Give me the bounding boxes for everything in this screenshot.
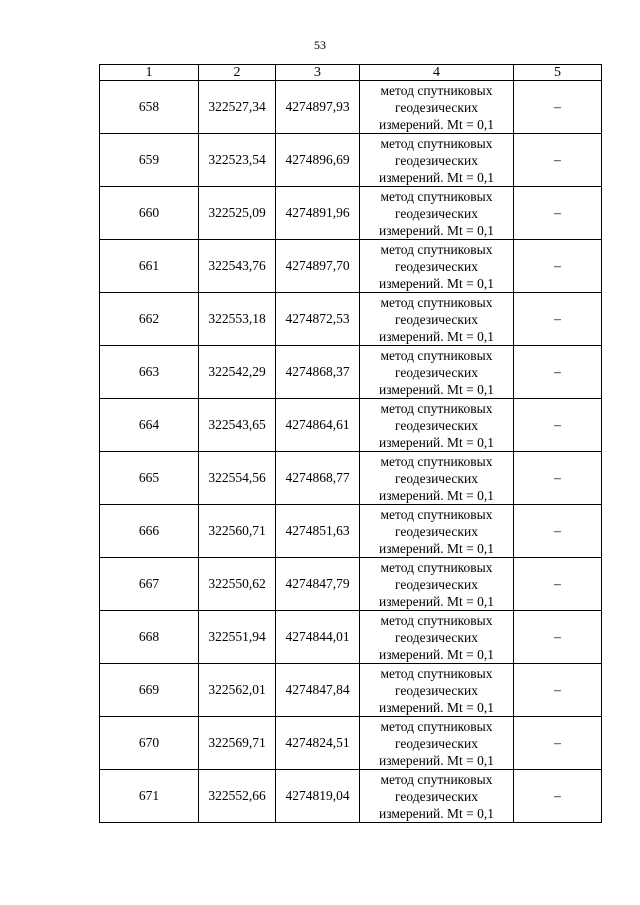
dash-cell: – xyxy=(514,505,602,558)
method-text-line: метод спутниковых xyxy=(380,453,493,469)
x-coordinate-cell: 322552,66 xyxy=(199,770,276,823)
dash-cell: – xyxy=(514,611,602,664)
table-row xyxy=(100,240,602,293)
table-row xyxy=(100,505,602,558)
method-text-line: геодезических xyxy=(395,99,478,115)
column-header-2: 2 xyxy=(199,65,276,81)
table-row xyxy=(100,770,602,823)
column-header-3: 3 xyxy=(276,65,360,81)
dash-cell: – xyxy=(514,558,602,611)
y-coordinate-cell: 4274891,96 xyxy=(276,187,360,240)
x-coordinate-cell: 322551,94 xyxy=(199,611,276,664)
method-cell xyxy=(360,452,514,505)
method-text-line: метод спутниковых xyxy=(380,135,493,151)
header-row xyxy=(100,65,602,81)
method-text-line: измерений. Mt = 0,1 xyxy=(378,222,495,238)
table-row xyxy=(100,611,602,664)
method-text-line: измерений. Mt = 0,1 xyxy=(378,699,495,715)
method-cell xyxy=(360,717,514,770)
table-row xyxy=(100,717,602,770)
point-number-cell: 668 xyxy=(100,611,199,664)
method-text-line: метод спутниковых xyxy=(380,294,493,310)
x-coordinate-cell: 322543,65 xyxy=(199,399,276,452)
method-text-line: геодезических xyxy=(395,205,478,221)
y-coordinate-cell: 4274844,01 xyxy=(276,611,360,664)
x-coordinate-cell: 322542,29 xyxy=(199,346,276,399)
point-number-cell: 669 xyxy=(100,664,199,717)
dash-cell: – xyxy=(514,664,602,717)
method-text-line: измерений. Mt = 0,1 xyxy=(378,328,495,344)
y-coordinate-cell: 4274847,79 xyxy=(276,558,360,611)
point-number-cell: 670 xyxy=(100,717,199,770)
x-coordinate-cell: 322554,56 xyxy=(199,452,276,505)
dash-cell: – xyxy=(514,187,602,240)
method-cell xyxy=(360,558,514,611)
method-text-line: метод спутниковых xyxy=(380,188,493,204)
dash-cell: – xyxy=(514,134,602,187)
y-coordinate-cell: 4274897,70 xyxy=(276,240,360,293)
y-coordinate-cell: 4274851,63 xyxy=(276,505,360,558)
method-text-line: геодезических xyxy=(395,523,478,539)
method-cell xyxy=(360,134,514,187)
point-number-cell: 661 xyxy=(100,240,199,293)
table-row xyxy=(100,664,602,717)
method-cell xyxy=(360,611,514,664)
method-text-line: геодезических xyxy=(395,576,478,592)
dash-cell: – xyxy=(514,717,602,770)
method-text-line: измерений. Mt = 0,1 xyxy=(378,540,495,556)
dash-cell: – xyxy=(514,240,602,293)
method-text-line: измерений. Mt = 0,1 xyxy=(378,646,495,662)
method-cell xyxy=(360,770,514,823)
x-coordinate-cell: 322569,71 xyxy=(199,717,276,770)
point-number-cell: 660 xyxy=(100,187,199,240)
method-text-line: метод спутниковых xyxy=(380,347,493,363)
point-number-cell: 662 xyxy=(100,293,199,346)
x-coordinate-cell: 322543,76 xyxy=(199,240,276,293)
point-number-cell: 658 xyxy=(100,81,199,134)
method-text-line: метод спутниковых xyxy=(380,559,493,575)
method-text-line: геодезических xyxy=(395,152,478,168)
method-text-line: измерений. Mt = 0,1 xyxy=(378,169,495,185)
x-coordinate-cell: 322523,54 xyxy=(199,134,276,187)
table-row xyxy=(100,399,602,452)
y-coordinate-cell: 4274864,61 xyxy=(276,399,360,452)
method-text-line: метод спутниковых xyxy=(380,612,493,628)
method-cell xyxy=(360,505,514,558)
table-row xyxy=(100,134,602,187)
method-text-line: геодезических xyxy=(395,311,478,327)
y-coordinate-cell: 4274897,93 xyxy=(276,81,360,134)
dash-cell: – xyxy=(514,770,602,823)
column-header-1: 1 xyxy=(100,65,199,81)
y-coordinate-cell: 4274868,37 xyxy=(276,346,360,399)
method-text-line: геодезических xyxy=(395,788,478,804)
x-coordinate-cell: 322527,34 xyxy=(199,81,276,134)
method-cell xyxy=(360,664,514,717)
point-number-cell: 667 xyxy=(100,558,199,611)
method-text-line: измерений. Mt = 0,1 xyxy=(378,805,495,821)
table-row xyxy=(100,452,602,505)
y-coordinate-cell: 4274896,69 xyxy=(276,134,360,187)
method-text-line: метод спутниковых xyxy=(380,506,493,522)
method-cell xyxy=(360,293,514,346)
table-row xyxy=(100,293,602,346)
point-number-cell: 659 xyxy=(100,134,199,187)
method-text-line: измерений. Mt = 0,1 xyxy=(378,275,495,291)
point-number-cell: 665 xyxy=(100,452,199,505)
method-text-line: геодезических xyxy=(395,364,478,380)
table-row xyxy=(100,558,602,611)
point-number-cell: 663 xyxy=(100,346,199,399)
table-row xyxy=(100,81,602,134)
x-coordinate-cell: 322560,71 xyxy=(199,505,276,558)
method-text-line: метод спутниковых xyxy=(380,82,493,98)
method-text-line: измерений. Mt = 0,1 xyxy=(378,752,495,768)
method-text-line: измерений. Mt = 0,1 xyxy=(378,487,495,503)
method-cell xyxy=(360,81,514,134)
method-text-line: геодезических xyxy=(395,470,478,486)
method-text-line: метод спутниковых xyxy=(380,400,493,416)
coordinates-table xyxy=(99,64,602,823)
table-row xyxy=(100,346,602,399)
dash-cell: – xyxy=(514,293,602,346)
x-coordinate-cell: 322553,18 xyxy=(199,293,276,346)
point-number-cell: 671 xyxy=(100,770,199,823)
x-coordinate-cell: 322550,62 xyxy=(199,558,276,611)
page-number: 53 xyxy=(314,38,326,52)
method-text-line: метод спутниковых xyxy=(380,665,493,681)
method-text-line: метод спутниковых xyxy=(380,718,493,734)
method-text-line: геодезических xyxy=(395,629,478,645)
dash-cell: – xyxy=(514,346,602,399)
point-number-cell: 664 xyxy=(100,399,199,452)
method-text-line: метод спутниковых xyxy=(380,771,493,787)
y-coordinate-cell: 4274872,53 xyxy=(276,293,360,346)
method-text-line: геодезических xyxy=(395,417,478,433)
column-header-5: 5 xyxy=(514,65,602,81)
dash-cell: – xyxy=(514,81,602,134)
table-body xyxy=(100,81,602,823)
method-text-line: метод спутниковых xyxy=(380,241,493,257)
dash-cell: – xyxy=(514,399,602,452)
dash-cell: – xyxy=(514,452,602,505)
method-text-line: геодезических xyxy=(395,735,478,751)
table-row xyxy=(100,187,602,240)
y-coordinate-cell: 4274819,04 xyxy=(276,770,360,823)
method-cell xyxy=(360,346,514,399)
method-cell xyxy=(360,240,514,293)
x-coordinate-cell: 322525,09 xyxy=(199,187,276,240)
method-text-line: измерений. Mt = 0,1 xyxy=(378,434,495,450)
column-header-4: 4 xyxy=(360,65,514,81)
x-coordinate-cell: 322562,01 xyxy=(199,664,276,717)
y-coordinate-cell: 4274824,51 xyxy=(276,717,360,770)
method-cell xyxy=(360,399,514,452)
method-cell xyxy=(360,187,514,240)
y-coordinate-cell: 4274868,77 xyxy=(276,452,360,505)
point-number-cell: 666 xyxy=(100,505,199,558)
method-text-line: измерений. Mt = 0,1 xyxy=(378,593,495,609)
y-coordinate-cell: 4274847,84 xyxy=(276,664,360,717)
method-text-line: измерений. Mt = 0,1 xyxy=(378,381,495,397)
method-text-line: геодезических xyxy=(395,682,478,698)
method-text-line: геодезических xyxy=(395,258,478,274)
method-text-line: измерений. Mt = 0,1 xyxy=(378,116,495,132)
